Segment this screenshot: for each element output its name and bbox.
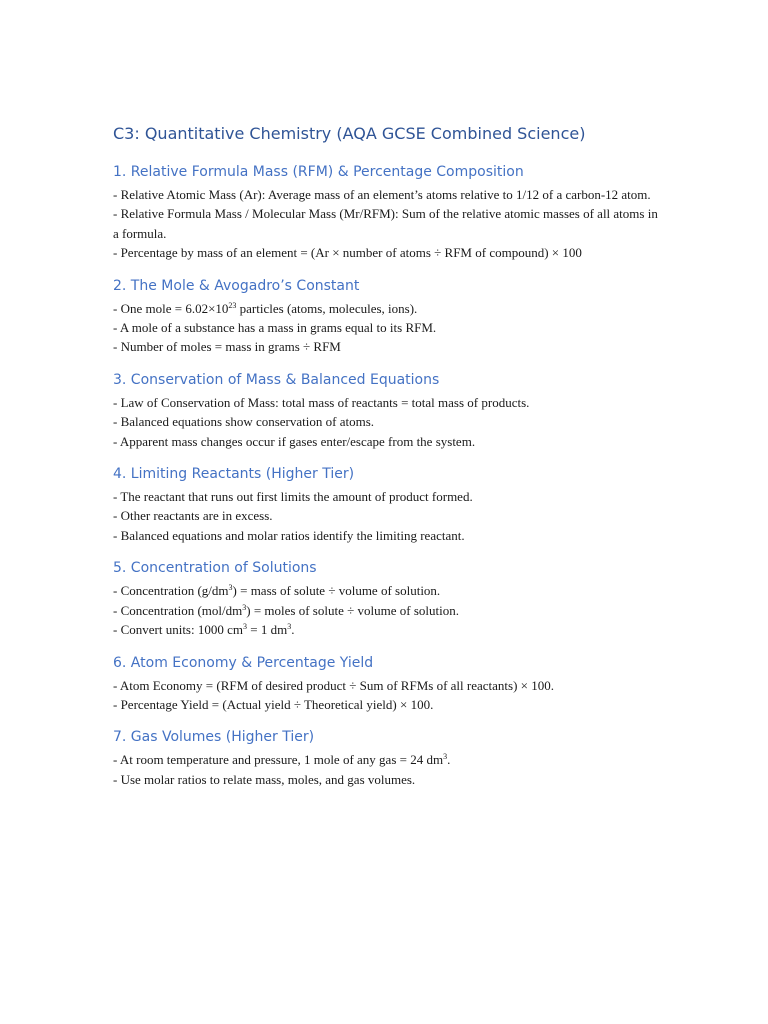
superscript: 23	[228, 300, 237, 310]
section-heading: 3. Conservation of Mass & Balanced Equations	[113, 371, 440, 388]
bullet-line: - Law of Conservation of Mass: total mass of reactants = total mass of products.	[113, 394, 530, 410]
bullet-line: - Percentage by mass of an element = (Ar × number of atoms ÷ RFM of compound) × 100	[113, 245, 582, 261]
section-4	[113, 464, 658, 545]
section-7	[113, 727, 658, 789]
section-heading: 4. Limiting Reactants (Higher Tier)	[113, 466, 355, 483]
superscript: 3	[243, 622, 247, 632]
bullet-line: - The reactant that runs out first limits the amount of product formed.	[113, 489, 473, 505]
line-text: ) = mass of solute ÷ volume of solution.	[232, 583, 441, 599]
bullet-line: - Atom Economy = (RFM of desired product ÷ Sum of RFMs of all reactants) × 100.	[113, 677, 554, 693]
line-text: = 1 dm	[247, 622, 288, 638]
bullet-line: - A mole of a substance has a mass in grams equal to its RFM.	[113, 320, 437, 336]
sections-container	[113, 162, 658, 789]
bullet-line: - Other reactants are in excess.	[113, 508, 273, 524]
line-text: - At room temperature and pressure, 1 mole of any gas = 24 dm	[113, 752, 444, 768]
bullet-line: - Percentage Yield = (Actual yield ÷ Theoretical yield) × 100.	[113, 696, 434, 712]
line-text: - One mole = 6.02×10	[113, 300, 229, 316]
bullet-line: - Balanced equations show conservation of atoms.	[113, 414, 375, 430]
section-heading: 2. The Mole & Avogadro’s Constant	[113, 277, 360, 294]
section-2	[113, 276, 658, 357]
section-3	[113, 370, 658, 451]
bullet-line: - Relative Formula Mass / Molecular Mass (Mr/RFM): Sum of the relative atomic masses of all atoms in a formula.	[113, 206, 658, 241]
bullet-line: - Number of moles = mass in grams ÷ RFM	[113, 339, 341, 355]
section-heading: 7. Gas Volumes (Higher Tier)	[113, 729, 315, 746]
document-page	[113, 122, 658, 802]
section-heading: 6. Atom Economy & Percentage Yield	[113, 654, 374, 671]
line-text: .	[447, 752, 451, 768]
bullet-line	[113, 750, 658, 769]
line-text: ) = moles of solute ÷ volume of solution.	[246, 602, 459, 618]
bullet-line: - Use molar ratios to relate mass, moles, and gas volumes.	[113, 771, 416, 787]
superscript: 3	[443, 752, 448, 762]
bullet-line: - Balanced equations and molar ratios identify the limiting reactant.	[113, 527, 465, 543]
section-heading: 1. Relative Formula Mass (RFM) & Percentage Composition	[113, 164, 524, 180]
bullet-line: - Relative Atomic Mass (Ar): Average mass of an element’s atoms relative to 1/12 of a carbon-12 atom.	[113, 187, 651, 202]
section-5	[113, 558, 658, 639]
bullet-line	[113, 620, 658, 639]
bullet-line	[113, 581, 658, 600]
superscript: 3	[228, 583, 233, 593]
document-title: C3: Quantitative Chemistry (AQA GCSE Combined Science)	[113, 124, 586, 143]
line-text: particles (atoms, molecules, ions).	[236, 300, 418, 316]
bullet-line	[113, 601, 658, 620]
section-1	[113, 162, 658, 263]
line-text: - Concentration (mol/dm	[113, 602, 243, 618]
bullet-line	[113, 299, 658, 318]
superscript: 3	[242, 602, 247, 612]
superscript: 3	[287, 622, 292, 632]
section-6	[113, 653, 658, 715]
line-text: - Concentration (g/dm	[113, 583, 229, 599]
line-text: - Convert units: 1000 cm	[113, 622, 243, 638]
bullet-line: - Apparent mass changes occur if gases enter/escape from the system.	[113, 433, 476, 449]
line-text: .	[291, 622, 295, 638]
section-heading: 5. Concentration of Solutions	[113, 560, 317, 577]
